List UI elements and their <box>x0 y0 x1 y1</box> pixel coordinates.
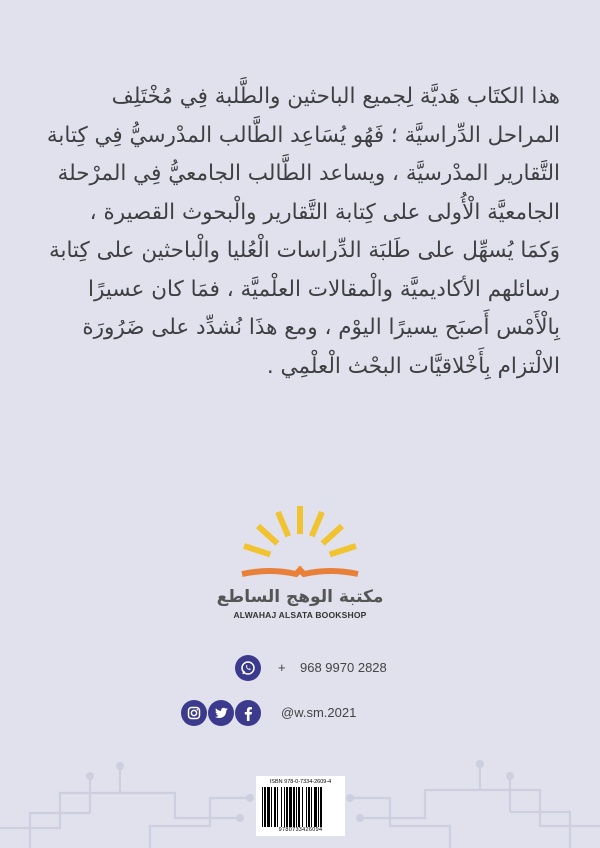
blurb-line: رسائلهم الأكاديميَّة والْمقالات العلْميَّة ، فمَا كان عسيرًا <box>88 276 560 302</box>
barcode-bar <box>311 787 312 827</box>
barcode-bar <box>320 787 322 827</box>
barcode-bar <box>286 787 288 827</box>
barcode-bar <box>267 787 270 827</box>
social-handle: @w.sm.2021 <box>281 705 357 720</box>
isbn-label: ISBN 978-0-7334-2609-4 <box>269 779 332 785</box>
social-contact-row <box>0 700 600 730</box>
barcode-bar <box>271 787 272 827</box>
phone-number: 968 9970 2828 <box>300 660 387 675</box>
barcode-bar <box>308 787 310 827</box>
blurb-line: وَكمَا يُسهِّل على طَلبَة الدِّراسات الْعُليا والْباحثين على كِتابة <box>49 238 560 263</box>
barcode-bar <box>262 787 263 827</box>
phone-prefix: + <box>278 660 286 675</box>
barcode-bar <box>314 787 317 827</box>
barcode-bar <box>306 787 307 827</box>
barcode-bar <box>318 787 319 827</box>
blurb-line: هذا الكتَاب هَديَّة لِجميع الباحثين والطَّلبة فِي مُخْتَلِف <box>111 84 560 109</box>
publisher-name-arabic: مكتبة الوهج الساطع <box>216 587 384 607</box>
barcode-bar <box>296 787 297 827</box>
barcode-bar <box>289 787 292 827</box>
publisher-name-english: ALWAHAJ ALSATA BOOKSHOP <box>233 610 367 620</box>
facebook-icon[interactable] <box>235 700 261 726</box>
barcode-bar <box>281 787 282 827</box>
blurb-line: الجامعيَّة الْأُولى على كِتابة التَّقارير والْبحوث القصيرة ، <box>89 199 560 225</box>
barcode-bar <box>264 787 266 827</box>
instagram-icon[interactable] <box>181 700 207 726</box>
barcode-bar <box>284 787 285 827</box>
blurb-line: بِالْأَمْس أَصبَح يسيرًا اليوْم ، ومع هذَا نُشدِّد على ضَرُورَة <box>82 315 560 340</box>
blurb-line: المراحل الدِّراسيَّة ؛ فَهُو يُسَاعِد الطَّالب المدْرسيُّ فِي كِتابة <box>46 122 560 148</box>
barcode-number: 9780733426094 <box>278 827 323 833</box>
twitter-icon[interactable] <box>208 700 234 726</box>
back-cover-blurb <box>40 78 560 386</box>
publisher-logo <box>0 500 600 630</box>
barcode-bar <box>302 787 303 827</box>
whatsapp-icon[interactable] <box>235 655 261 681</box>
sun-book-icon <box>234 500 366 588</box>
blurb-line: الالْتزام بِأَخْلاقيَّات البحْث الْعلْمِي . <box>266 353 560 379</box>
barcode-bar <box>274 787 276 827</box>
phone-contact-row <box>0 655 600 685</box>
barcode-bar <box>298 787 300 827</box>
barcode-bars <box>262 787 339 827</box>
isbn-barcode <box>256 776 345 836</box>
barcode-bar <box>277 787 278 827</box>
blurb-line: التَّقارير المدْرسيَّة ، ويساعد الطَّالب الجامعيُّ فِي المرْحلة <box>57 161 560 186</box>
barcode-bar <box>293 787 295 827</box>
